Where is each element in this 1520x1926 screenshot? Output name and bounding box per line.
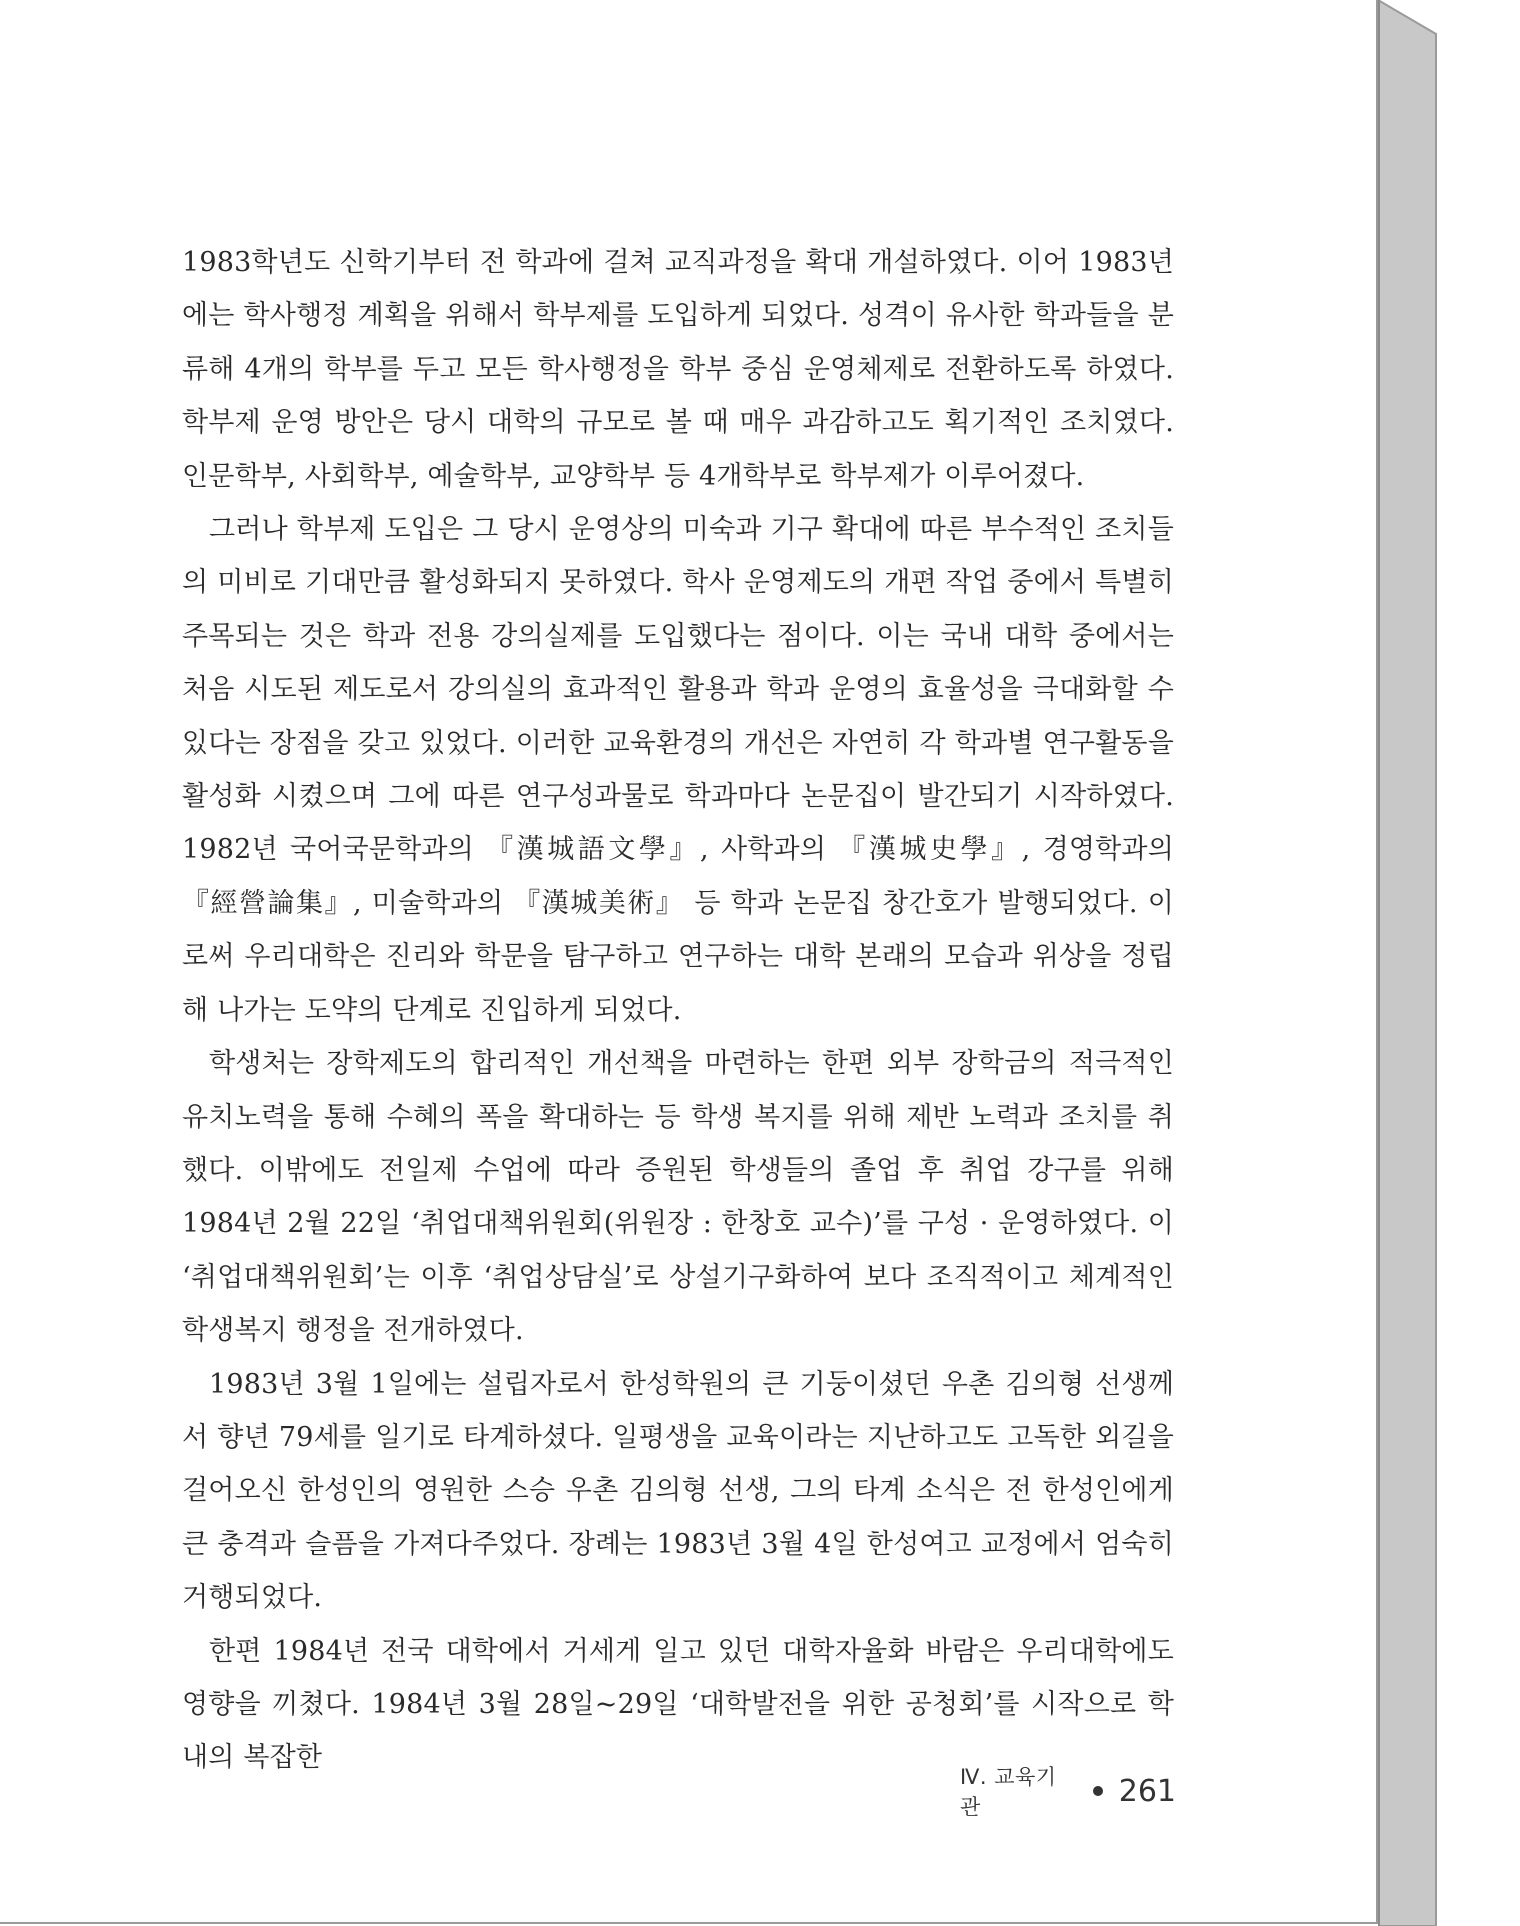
paragraph-1: 1983학년도 신학기부터 전 학과에 걸쳐 교직과정을 확대 개설하였다. 이어 1983년에는 학사행정 계획을 위해서 학부제를 도입하게 되었다. 성격이 유사한 학과들을 분류해 4개의 학부를 두고 모든 학사행정을 학부 중심 운영체제로 전환하도록 하였다. 학부제 운영 방안은 당시 대학의 규모로 볼 때 매우 과감하고도 획기적인 조치였다. 인문학부, 사회학부, 예술학부, 교양학부 등 4개학부로 학부제가 이루어졌다. [182,247,1174,492]
paragraph-5: 한편 1984년 전국 대학에서 거세게 일고 있던 대학자율화 바람은 우리대학에도 영향을 끼쳤다. 1984년 3월 28일~29일 ‘대학발전을 위한 공청회’를 시작으로 학내의 복잡한 [182,1635,1174,1774]
page-number: 261 [1118,1773,1176,1809]
paragraph-4: 1983년 3월 1일에는 설립자로서 한성학원의 큰 기둥이셨던 우촌 김의형 선생께서 향년 79세를 일기로 타계하셨다. 일평생을 교육이라는 지난하고도 고독한 외길을 걸어오신 한성인의 영원한 스승 우촌 김의형 선생, 그의 타계 소식은 전 한성인에게 큰 충격과 슬픔을 가져다주었다. 장례는 1983년 3월 4일 한성여고 교정에서 엄숙히 거행되었다. [182,1368,1174,1614]
bullet-separator-icon [1093,1786,1103,1796]
page-footer [960,1765,1176,1819]
page-stack-edge-shape [1378,0,1436,1926]
book-page-edge [1378,0,1520,1926]
body-text [182,236,1174,1785]
chapter-title: Ⅳ. 교육기관 [960,1765,1057,1819]
paragraph-3: 학생처는 장학제도의 합리적인 개선책을 마련하는 한편 외부 장학금의 적극적인 유치노력을 통해 수혜의 폭을 확대하는 등 학생 복지를 위해 제반 노력과 조치를 취했다. 이밖에도 전일제 수업에 따라 증원된 학생들의 졸업 후 취업 강구를 위해 1984년 2월 22일 ‘취업대책위원회(위원장 : 한창호 교수)’를 구성 · 운영하였다. 이 ‘취업대책위원회’는 이후 ‘취업상담실’로 상설기구화하여 보다 조직적이고 체계적인 학생복지 행정을 전개하였다. [182,1048,1174,1347]
paragraph-2: 그러나 학부제 도입은 그 당시 운영상의 미숙과 기구 확대에 따른 부수적인 조치들의 미비로 기대만큼 활성화되지 못하였다. 학사 운영제도의 개편 작업 중에서 특별히 주목되는 것은 학과 전용 강의실제를 도입했다는 점이다. 이는 국내 대학 중에서는 처음 시도된 제도로서 강의실의 효과적인 활용과 학과 운영의 효율성을 극대화할 수 있다는 장점을 갖고 있었다. 이러한 교육환경의 개선은 자연히 각 학과별 연구활동을 활성화 시켰으며 그에 따른 연구성과물로 학과마다 논문집이 발간되기 시작하였다. 1982년 국어국문학과의 『漢城語文學』, 사학과의 『漢城史學』, 경영학과의 『經營論集』, 미술학과의 『漢城美術』 등 학과 논문집 창간호가 발행되었다. 이로써 우리대학은 진리와 학문을 탐구하고 연구하는 대학 본래의 모습과 위상을 정립해 나가는 도약의 단계로 진입하게 되었다. [182,514,1174,1026]
